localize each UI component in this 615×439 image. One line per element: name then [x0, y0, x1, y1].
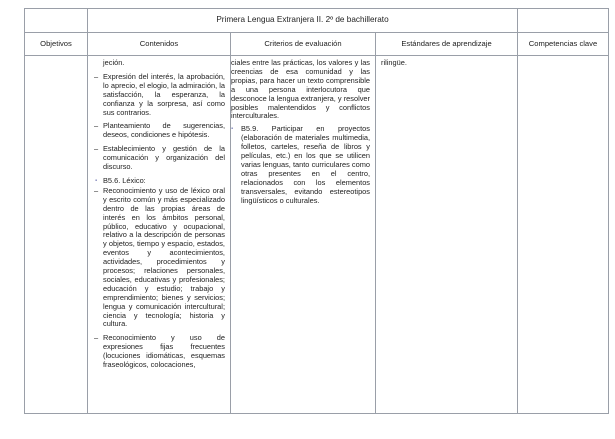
criterios-continuation: ciales entre las prácticas, los valores y las creencias de esa comunidad y las propias, para hacer un texto comprensible a una persona interlocutora que desconoce la lengua extranjera, y resolver posibles malentendidos y conflictos interculturales. [231, 58, 370, 121]
contenidos-item: – Planteamiento de sugerencias, deseos, condiciones e hipótesis. [93, 122, 225, 140]
criterio-b59: ▪ B5.9. Participar en proyectos (elaboración de materiales multimedia, folletos, carteles, reseña de libros y películas, etc.) en los que se utilicen varias lenguas, tanto curriculares como otras presentes en el centro, relacionados con los elementos transversales, evitando estereotipos lingüísticos o culturales. [231, 125, 370, 205]
objetivos-cell [25, 56, 88, 414]
lexico-item: – Reconocimiento y uso de expresiones fijas frecuentes (locuciones idiomáticas, esquemas fraseológicos, colocaciones, [93, 334, 225, 370]
lexico-item: – Reconocimiento y uso de léxico oral y escrito común y más especializado dentro de las propias áreas de interés en los ámbitos personal, público, educativo y ocupacional, relativo a la descripción de personas y objetos, tiempo y espacio, estados, eventos y acontecimientos, actividades, procedimientos y procesos; relaciones personales, sociales, educativas y profesionales; educación y estudio; trabajo y emprendimiento; bienes y servicios; lengua y comunicación intercultural; ciencia y tecnología; historia y cultura. [93, 187, 225, 330]
contenidos-item: – Establecimiento y gestión de la comunicación y organización del discurso. [93, 145, 225, 172]
contenidos-item: – Expresión del interés, la aprobación, lo aprecio, el elogio, la admiración, la satisfacción, la esperanza, la confianza y la sorpresa, así como sus contrarios. [93, 73, 225, 118]
contenidos-bullet-lexico: ▪ B5.6. Léxico: [93, 177, 225, 186]
contenidos-continuation: jeción. [103, 58, 125, 67]
table-title: Primera Lengua Extranjera II. 2º de bachillerato [88, 9, 518, 33]
contenidos-list [93, 59, 225, 370]
objetivos-text [25, 56, 87, 413]
title-corner-empty-right [518, 9, 609, 33]
competencias-text [518, 56, 608, 413]
title-corner-empty [25, 9, 88, 33]
contenidos-cell [88, 56, 231, 414]
competencias-cell [518, 56, 609, 414]
header-competencias: Competencias clave [518, 33, 609, 56]
criterios-cell [231, 56, 376, 414]
header-criterios: Criterios de evaluación [231, 33, 376, 56]
estandares-continuation: rilingüe. [381, 58, 407, 67]
header-objetivos: Objetivos [25, 33, 88, 56]
curriculum-table [24, 8, 609, 414]
header-contenidos: Contenidos [88, 33, 231, 56]
header-estandares: Estándares de aprendizaje [376, 33, 518, 56]
estandares-cell [376, 56, 518, 414]
